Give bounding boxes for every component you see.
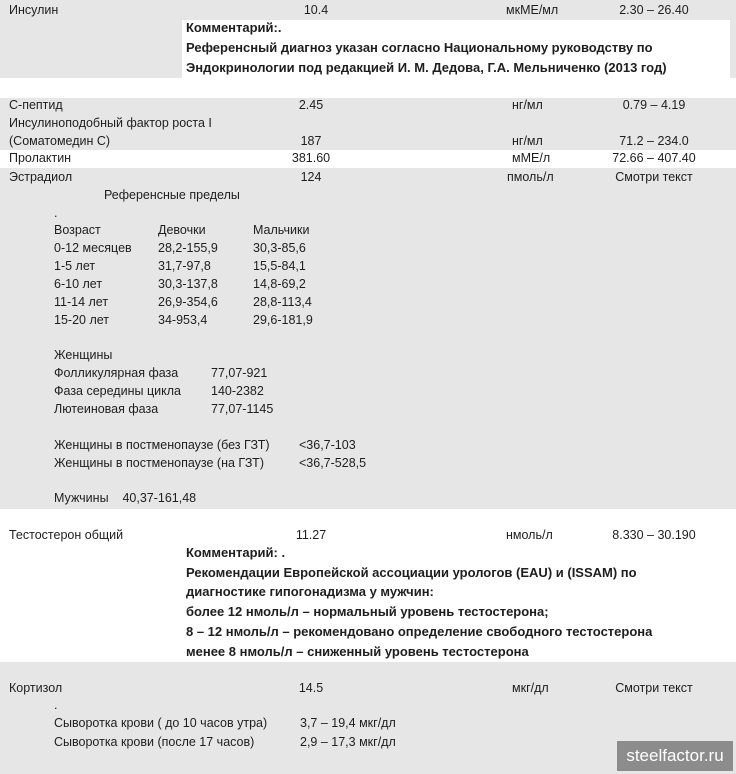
testosterone-comment-line: диагностике гипогонадизма у мужчин: bbox=[186, 584, 434, 599]
igf1-range: 71.2 – 234.0 bbox=[619, 134, 689, 148]
postmeno-range: <36,7-528,5 bbox=[299, 456, 367, 470]
women-phase-range: 140-2382 bbox=[211, 384, 264, 398]
prolactin-value: 381.60 bbox=[291, 151, 331, 165]
boys-cell: 28,8-113,4 bbox=[253, 295, 312, 309]
testosterone-comment-line: 8 – 12 нмоль/л – рекомендовано определение свободного тестостерона bbox=[186, 624, 653, 639]
c-peptide-value: 2.45 bbox=[298, 98, 324, 112]
igf1-value: 187 bbox=[300, 134, 322, 148]
insulin-unit: мкМЕ/мл bbox=[506, 3, 559, 17]
testosterone-comment-line: Комментарий: . bbox=[186, 545, 286, 560]
estradiol-ref-dot: . bbox=[54, 206, 58, 220]
prolactin-unit: мМЕ/л bbox=[512, 151, 551, 165]
insulin-range: 2.30 – 26.40 bbox=[619, 3, 689, 17]
c-peptide-range: 0.79 – 4.19 bbox=[622, 98, 686, 112]
estradiol-ref-title: Референсные пределы bbox=[104, 188, 240, 202]
cortisol-name: Кортизол bbox=[9, 681, 63, 695]
women-title: Женщины bbox=[54, 348, 113, 362]
testosterone-comment-line: более 12 нмоль/л – нормальный уровень тестостерона; bbox=[186, 604, 549, 619]
estradiol-value: 124 bbox=[300, 170, 322, 184]
insulin-name: Инсулин bbox=[9, 3, 59, 17]
age-table-header-boys: Мальчики bbox=[253, 223, 310, 237]
age-table-header-girls: Девочки bbox=[158, 223, 206, 237]
cortisol-unit: мкг/дл bbox=[512, 681, 549, 695]
cortisol-ref-label: Сыворотка крови (после 17 часов) bbox=[54, 735, 255, 749]
testosterone-comment-line: Рекомендации Европейской ассоциации урологов (EAU) и (ISSAM) по bbox=[186, 565, 637, 580]
cortisol-ref-label: Сыворотка крови ( до 10 часов утра) bbox=[54, 716, 268, 730]
boys-cell: 14,8-69,2 bbox=[253, 277, 306, 291]
insulin-comment bbox=[182, 20, 730, 78]
cortisol-value: 14.5 bbox=[298, 681, 324, 695]
age-cell: 1-5 лет bbox=[54, 259, 96, 273]
women-phase: Лютеиновая фаза bbox=[54, 402, 159, 416]
cortisol-ref-range: 2,9 – 17,3 мкг/дл bbox=[300, 735, 396, 749]
prolactin-range: 72.66 – 407.40 bbox=[612, 151, 696, 165]
women-phase: Фаза середины цикла bbox=[54, 384, 181, 398]
age-cell: 11-14 лет bbox=[54, 295, 109, 309]
igf1-name-line1: Инсулиноподобный фактор роста I bbox=[9, 116, 212, 130]
age-cell: 15-20 лет bbox=[54, 313, 109, 327]
girls-cell: 28,2-155,9 bbox=[158, 241, 218, 255]
men-range: Мужчины 40,37-161,48 bbox=[54, 491, 197, 505]
age-cell: 6-10 лет bbox=[54, 277, 103, 291]
insulin-comment-line: Эндокринологии под редакцией И. М. Дедова, Г.А. Мельниченко (2013 год) bbox=[186, 60, 667, 75]
girls-cell: 34-953,4 bbox=[158, 313, 208, 327]
igf1-name-line2: (Соматомедин С) bbox=[9, 134, 111, 148]
girls-cell: 30,3-137,8 bbox=[158, 277, 218, 291]
testosterone-range: 8.330 – 30.190 bbox=[612, 528, 696, 542]
c-peptide-name: С-пептид bbox=[9, 98, 63, 112]
women-phase: Фолликулярная фаза bbox=[54, 366, 179, 380]
insulin-value: 10.4 bbox=[303, 3, 329, 17]
women-phase-range: 77,07-921 bbox=[211, 366, 268, 380]
insulin-comment-line: Комментарий:. bbox=[186, 20, 282, 35]
testosterone-unit: нмоль/л bbox=[506, 528, 553, 542]
postmeno-label: Женщины в постменопаузе (на ГЗТ) bbox=[54, 456, 264, 470]
testosterone-name: Тестостерон общий bbox=[9, 528, 124, 542]
women-phase-range: 77,07-1145 bbox=[211, 402, 274, 416]
postmeno-label: Женщины в постменопаузе (без ГЗТ) bbox=[54, 438, 270, 452]
testosterone-comment-line: менее 8 нмоль/л – сниженный уровень тестостерона bbox=[186, 644, 529, 659]
age-cell: 0-12 месяцев bbox=[54, 241, 132, 255]
c-peptide-unit: нг/мл bbox=[512, 98, 543, 112]
cortisol-range: Смотри текст bbox=[615, 681, 693, 695]
site-watermark: steelfactor.ru bbox=[617, 741, 733, 771]
cortisol-ref-dot: . bbox=[54, 698, 58, 712]
insulin-comment-line: Референсный диагноз указан согласно Национальному руководству по bbox=[186, 40, 653, 55]
testosterone-value: 11.27 bbox=[295, 528, 327, 542]
estradiol-unit: пмоль/л bbox=[507, 170, 554, 184]
prolactin-name: Пролактин bbox=[9, 151, 72, 165]
postmeno-range: <36,7-103 bbox=[299, 438, 356, 452]
age-table-header-age: Возраст bbox=[54, 223, 101, 237]
boys-cell: 30,3-85,6 bbox=[253, 241, 306, 255]
boys-cell: 15,5-84,1 bbox=[253, 259, 306, 273]
estradiol-name: Эстрадиол bbox=[9, 170, 73, 184]
igf1-unit: нг/мл bbox=[512, 134, 543, 148]
estradiol-range: Смотри текст bbox=[615, 170, 693, 184]
girls-cell: 26,9-354,6 bbox=[158, 295, 218, 309]
girls-cell: 31,7-97,8 bbox=[158, 259, 211, 273]
cortisol-ref-range: 3,7 – 19,4 мкг/дл bbox=[300, 716, 396, 730]
boys-cell: 29,6-181,9 bbox=[253, 313, 313, 327]
